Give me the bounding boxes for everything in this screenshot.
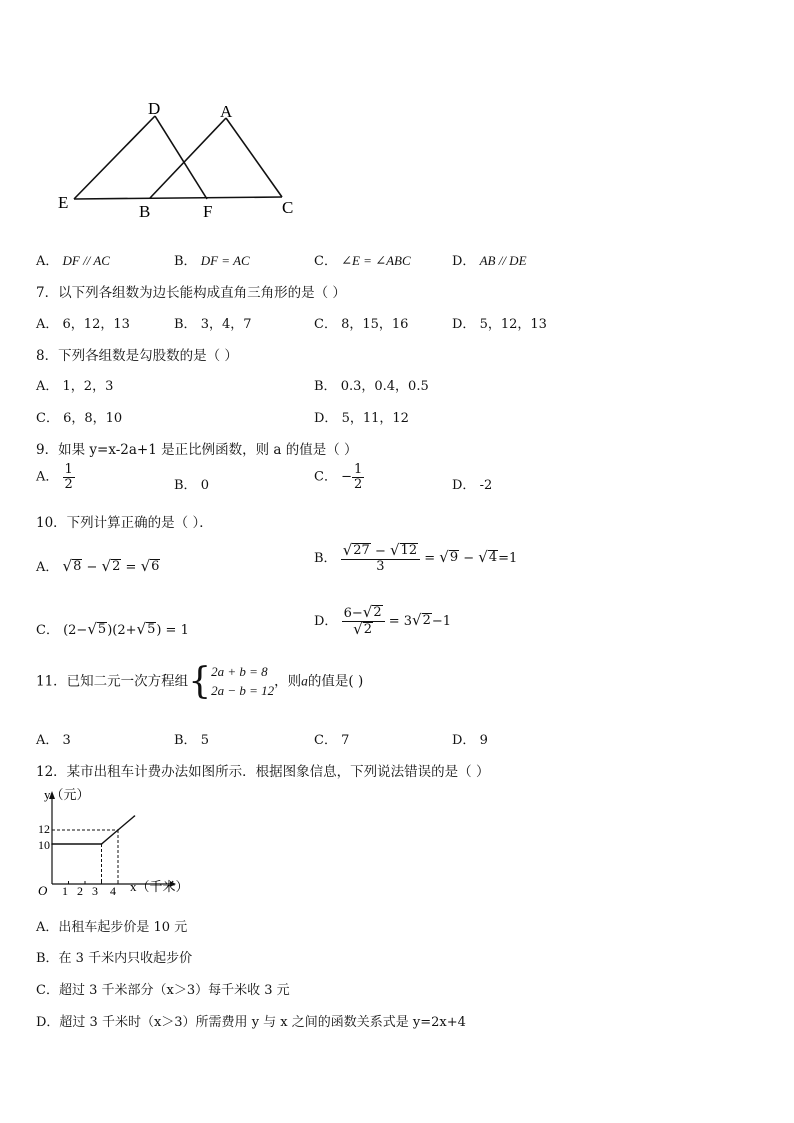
q12-stem: 12．某市出租车计费办法如图所示．根据图象信息，下列说法错误的是（ ） — [36, 764, 490, 780]
label-b: B — [139, 202, 151, 221]
y-axis-label: y（元） — [44, 787, 90, 802]
q9-option-a: A． $\frac{1}{2}$ — [36, 462, 73, 492]
q6-option-c: C． ∠E = ∠ABC — [314, 253, 411, 269]
q6-option-d: D． AB // DE — [452, 253, 527, 269]
q7-option-a: A． 6，12，13 — [36, 317, 130, 332]
q9-option-d: D． -2 — [452, 478, 493, 493]
q7-stem: 7．以下列各组数为边长能构成直角三角形的是（ ） — [36, 285, 346, 301]
label-e: E — [58, 193, 69, 212]
q11-stem: 11．已知二元一次方程组{ 2a + b = 8 2a − b = 12 ，则a的值是( ) — [36, 660, 364, 702]
y-tick-label-12: 12 — [38, 822, 50, 836]
q6-option-b: B． DF = AC — [174, 253, 250, 269]
q12-option-b: B．在 3 千米内只收起步价 — [36, 951, 193, 966]
q11-option-d: D． 9 — [452, 733, 488, 748]
x-tick-label-2: 2 — [77, 884, 83, 898]
q9-option-b: B． 0 — [174, 478, 209, 493]
q11-option-a: A． 3 — [36, 733, 71, 748]
data-point-2 — [117, 829, 119, 831]
q10-option-c: C． (2− √ 5 )(2+ √ 5 ) = 1 — [36, 620, 189, 638]
q12-option-d: D．超过 3 千米时（x＞3）所需费用 y 与 x 之间的函数关系式是 y=2x+4 — [36, 1015, 466, 1030]
x-tick-label-1: 1 — [62, 884, 68, 898]
q12-option-a: A．出租车起步价是 10 元 — [36, 920, 188, 935]
q12-option-c: C．超过 3 千米部分（x＞3）每千米收 3 元 — [36, 983, 290, 998]
taxi-fare-chart — [30, 783, 200, 901]
data-point-3 — [134, 815, 136, 817]
triangle-figure — [52, 96, 312, 226]
q7-option-b: B． 3，4，7 — [174, 317, 252, 332]
q8-stem: 8．下列各组数是勾股数的是（ ） — [36, 348, 238, 364]
q6-option-a: A． DF // AC — [36, 253, 110, 269]
q8-option-d: D． 5，11，12 — [314, 411, 409, 426]
q10-option-d: D． 6− √ 2 √ 2 = 3 √ 2 −1 — [314, 603, 452, 638]
q8-option-a: A． 1，2，3 — [36, 379, 114, 394]
q10-option-a: A． √ 8 − √ 2 = √ 6 — [36, 557, 160, 575]
x-tick-label-4: 4 — [110, 884, 116, 898]
q11-option-c: C． 7 — [314, 733, 350, 748]
data-point-0 — [51, 843, 53, 845]
q7-option-c: C． 8，15，16 — [314, 317, 409, 332]
data-point-1 — [101, 843, 103, 845]
q10-stem: 10．下列计算正确的是（ ）． — [36, 515, 213, 531]
label-f: F — [203, 202, 213, 221]
label-d: D — [148, 99, 161, 118]
y-tick-label-10: 10 — [38, 838, 50, 852]
label-a: A — [220, 102, 233, 121]
q10-option-b: B． √ 27 − √ 12 3 = √ 9 − √ 4 =1 — [314, 541, 518, 574]
q11-option-b: B． 5 — [174, 733, 209, 748]
x-tick-label-3: 3 — [92, 884, 98, 898]
q7-option-d: D． 5，12，13 — [452, 317, 547, 332]
q9-stem: 9．如果 y=x-2a+1 是正比例函数，则 a 的值是（ ） — [36, 442, 358, 458]
origin-label: O — [38, 883, 48, 898]
label-c: C — [282, 198, 294, 217]
q8-option-b: B． 0.3，0.4，0.5 — [314, 379, 429, 394]
q8-option-c: C． 6，8，10 — [36, 411, 123, 426]
q9-option-c: C． − $\frac{1}{2}$ — [314, 462, 363, 492]
x-axis-label: x（千米） — [130, 879, 189, 894]
